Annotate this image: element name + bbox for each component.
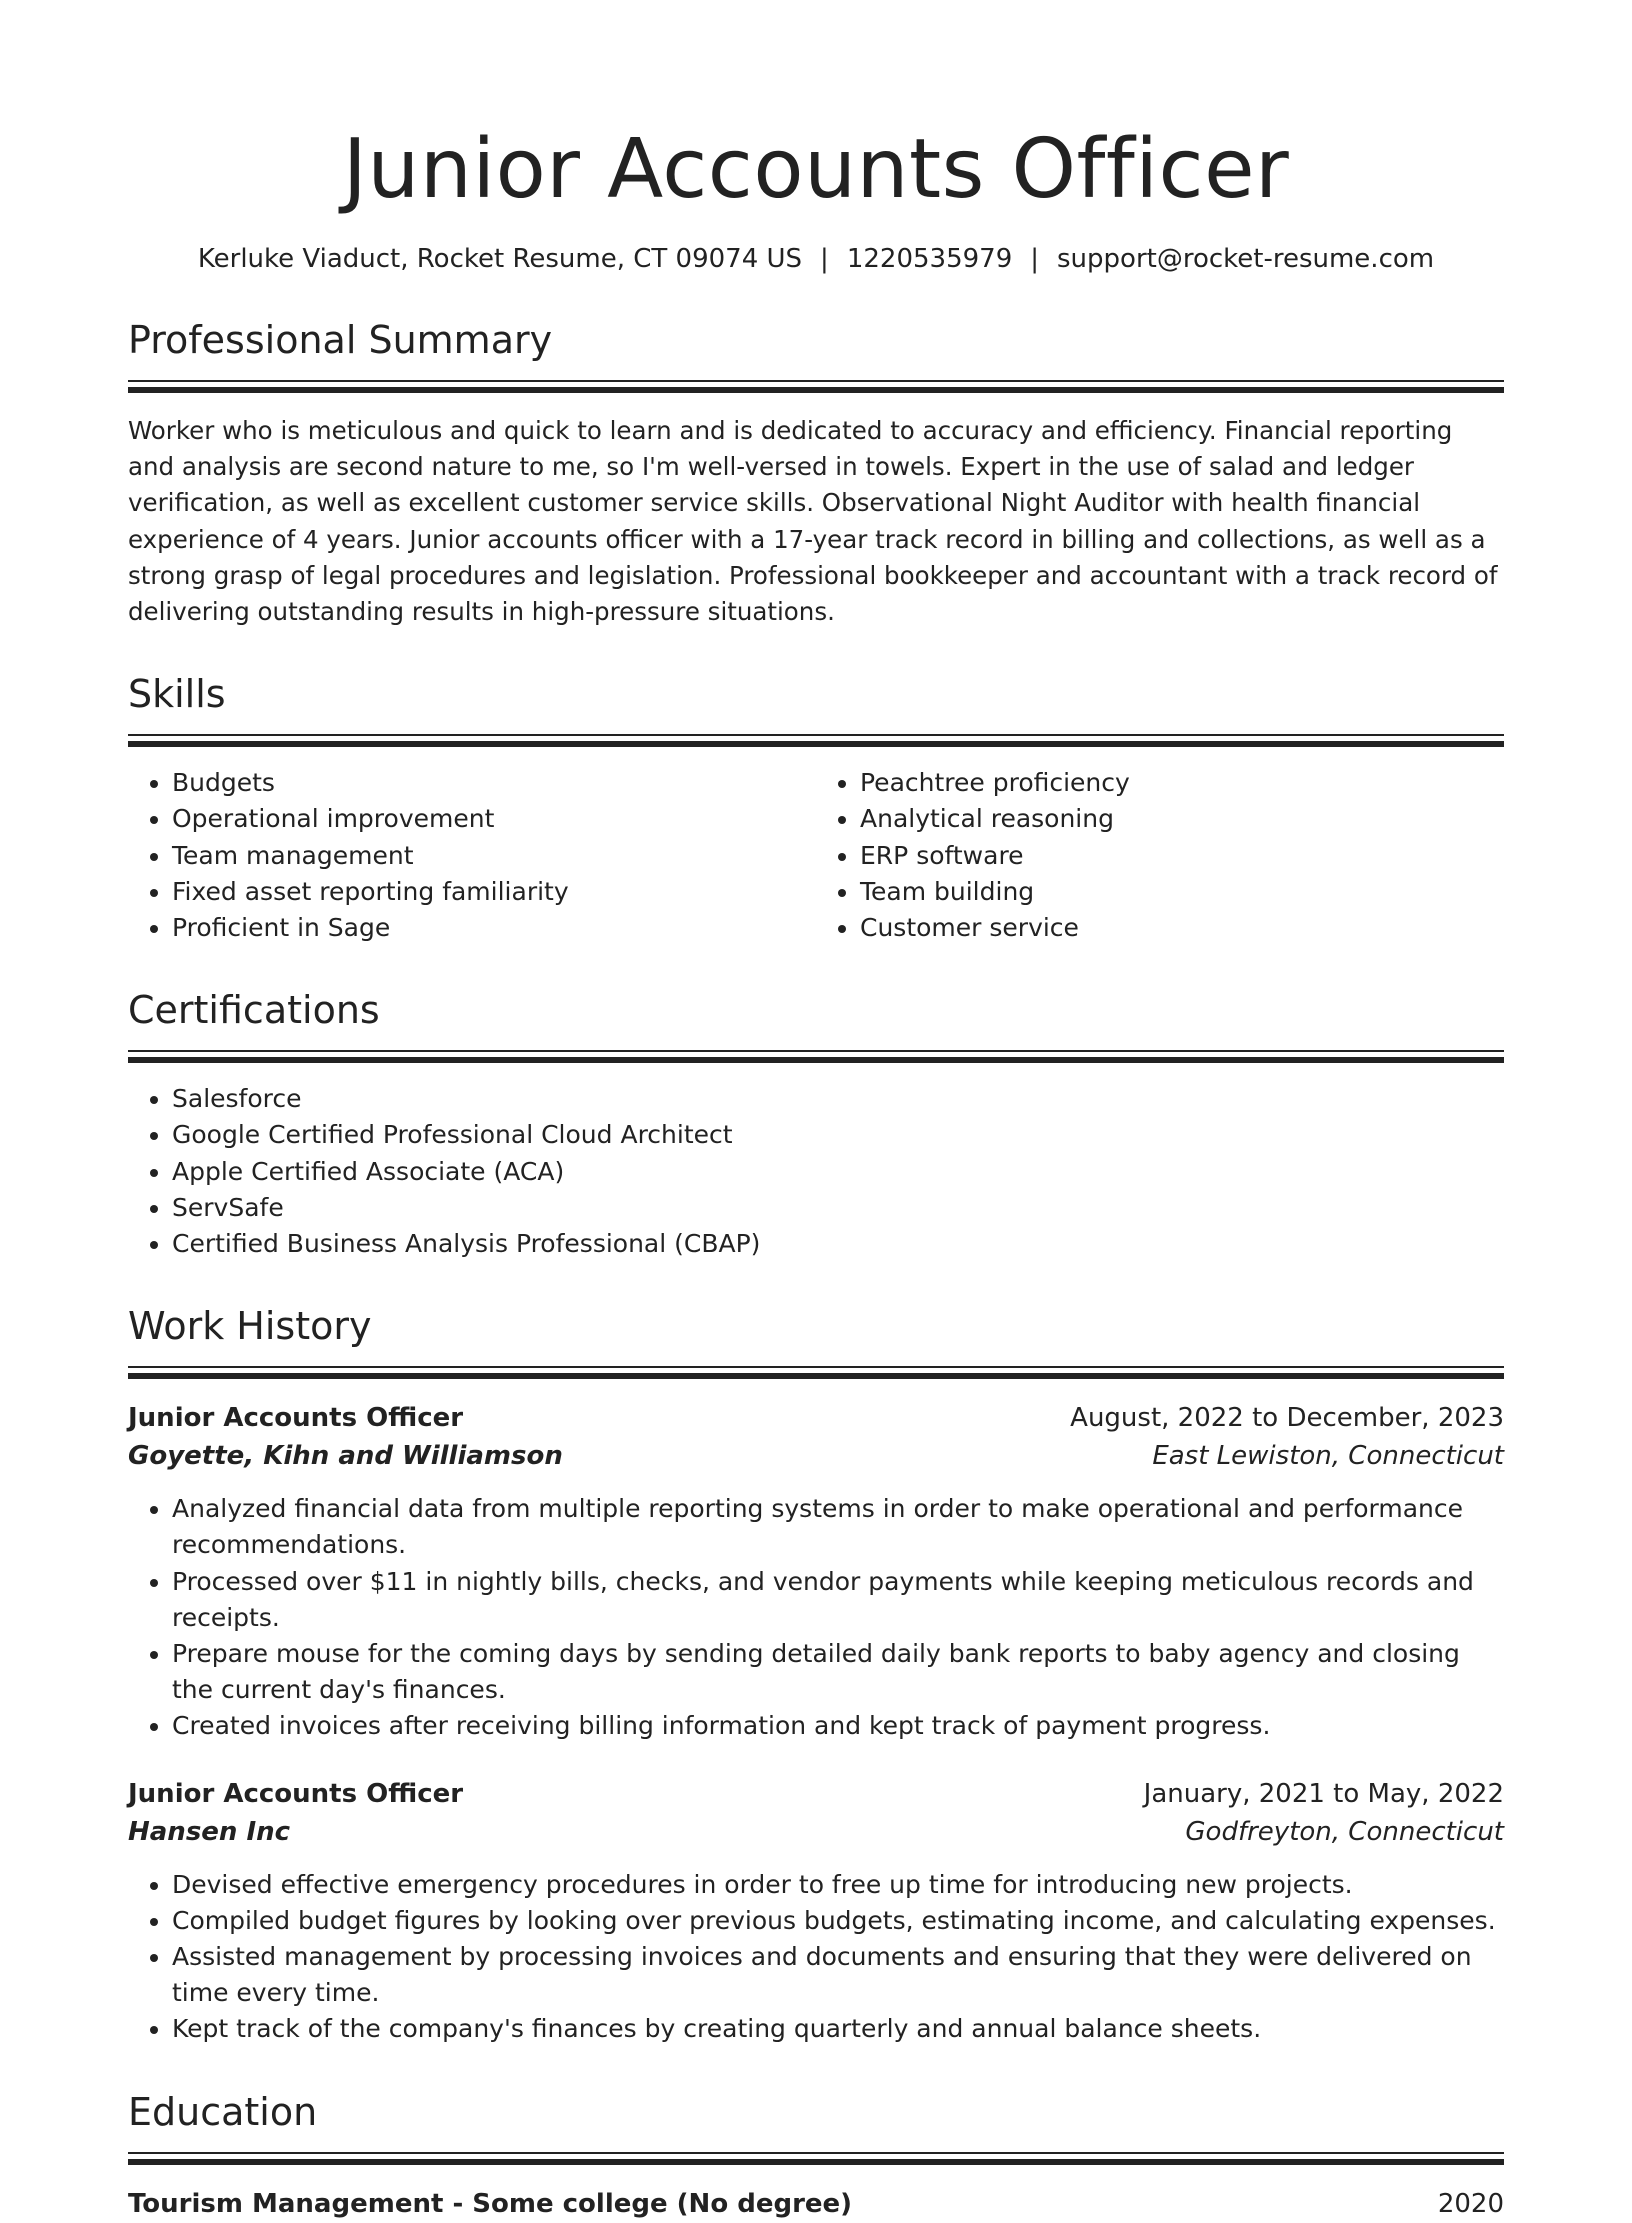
job-title: Junior Accounts Officer — [128, 1403, 464, 1434]
education-entry — [128, 2185, 1504, 2223]
job-entry — [128, 1399, 1504, 1744]
phone: 1220535979 — [846, 244, 1013, 274]
job-bullet: • Assisted management by processing invoices and documents and ensuring that they were delivered on time every time. — [172, 1939, 1504, 2011]
email: support@rocket-resume.com — [1057, 244, 1435, 274]
skill-item: • Team management — [172, 838, 816, 874]
skill-item: • Peachtree proficiency — [860, 765, 1504, 801]
skills-columns — [128, 765, 1504, 946]
skill-item: • ERP software — [860, 838, 1504, 874]
contact-line — [128, 242, 1504, 276]
skills-section — [128, 670, 1504, 946]
separator: | — [820, 244, 829, 274]
job-bullet: • Analyzed financial data from multiple reporting systems in order to make operational and performance recommendations. — [172, 1491, 1504, 1563]
section-divider — [128, 1366, 1504, 1379]
section-heading: Skills — [128, 672, 226, 717]
skill-item: • Team building — [860, 874, 1504, 910]
skill-item: • Fixed asset reporting familiarity — [172, 874, 816, 910]
work-history-section — [128, 1302, 1504, 2047]
address: Kerluke Viaduct, Rocket Resume, CT 09074 US — [197, 244, 803, 274]
section-heading: Certifications — [128, 988, 380, 1033]
resume-page — [128, 0, 1504, 2223]
certification-item: • Salesforce — [172, 1081, 1504, 1117]
section-divider — [128, 380, 1504, 393]
resume-title: Junior Accounts Officer — [342, 122, 1290, 217]
certifications-list — [128, 1081, 1504, 1262]
skill-item: • Operational improvement — [172, 801, 816, 837]
job-location: East Lewiston, Connecticut — [1152, 1441, 1504, 1472]
job-bullet: • Compiled budget figures by looking over previous budgets, estimating income, and calculating expenses. — [172, 1903, 1504, 1939]
certifications-section — [128, 986, 1504, 1262]
job-bullet: • Processed over $11 in nightly bills, checks, and vendor payments while keeping meticulous records and receipts. — [172, 1564, 1504, 1636]
job-bullets — [128, 1867, 1504, 2048]
skill-item: • Customer service — [860, 910, 1504, 946]
skill-item: • Proficient in Sage — [172, 910, 816, 946]
skill-item: • Analytical reasoning — [860, 801, 1504, 837]
job-location: Godfreyton, Connecticut — [1185, 1816, 1504, 1847]
job-bullet: • Devised effective emergency procedures in order to free up time for introducing new projects. — [172, 1867, 1504, 1903]
education-section — [128, 2088, 1504, 2223]
job-dates: January, 2021 to May, 2022 — [1143, 1778, 1504, 1809]
job-entry — [128, 1775, 1504, 2048]
job-bullet: • Kept track of the company's finances by creating quarterly and annual balance sheets. — [172, 2011, 1504, 2047]
job-bullet: • Prepare mouse for the coming days by sending detailed daily bank reports to baby agency and closing the current day's finances. — [172, 1636, 1504, 1708]
graduation-year: 2020 — [1437, 2188, 1504, 2219]
summary-text: Worker who is meticulous and quick to learn and is dedicated to accuracy and efficiency. Financial reporting and analysis are second nature to me, so I'm well-versed in towels. Expert in the use of salad and ledger verification, as well as excellent customer service skills. Observational Night Auditor with health financial experience of 4 years. Junior accounts officer with a 17-year track record in billing and collections, as well as a strong grasp of legal procedures and legislation. Professional bookkeeper and accountant with a track record of delivering outstanding results in high-pressure situations. — [128, 416, 1498, 627]
skills-right-list — [816, 765, 1504, 946]
separator: | — [1030, 244, 1039, 274]
job-bullet: • Created invoices after receiving billing information and kept track of payment progress. — [172, 1708, 1504, 1744]
company-name: Hansen Inc — [128, 1816, 291, 1847]
section-heading: Work History — [128, 1304, 372, 1349]
job-dates: August, 2022 to December, 2023 — [1070, 1403, 1504, 1434]
certification-item: • Certified Business Analysis Professional (CBAP) — [172, 1226, 1504, 1262]
section-divider — [128, 1050, 1504, 1063]
certification-item: • ServSafe — [172, 1190, 1504, 1226]
summary-section — [128, 316, 1504, 630]
job-bullets — [128, 1491, 1504, 1744]
certification-item: • Google Certified Professional Cloud Architect — [172, 1117, 1504, 1153]
section-divider — [128, 734, 1504, 747]
job-title: Junior Accounts Officer — [128, 1778, 464, 1809]
section-heading: Professional Summary — [128, 318, 553, 362]
certification-item: • Apple Certified Associate (ACA) — [172, 1154, 1504, 1190]
skill-item: • Budgets — [172, 765, 816, 801]
skills-left-list — [128, 765, 816, 946]
section-heading: Education — [128, 2089, 318, 2134]
section-divider — [128, 2152, 1504, 2165]
company-name: Goyette, Kihn and Williamson — [128, 1441, 563, 1472]
degree-title: Tourism Management - Some college (No degree) — [128, 2188, 853, 2219]
